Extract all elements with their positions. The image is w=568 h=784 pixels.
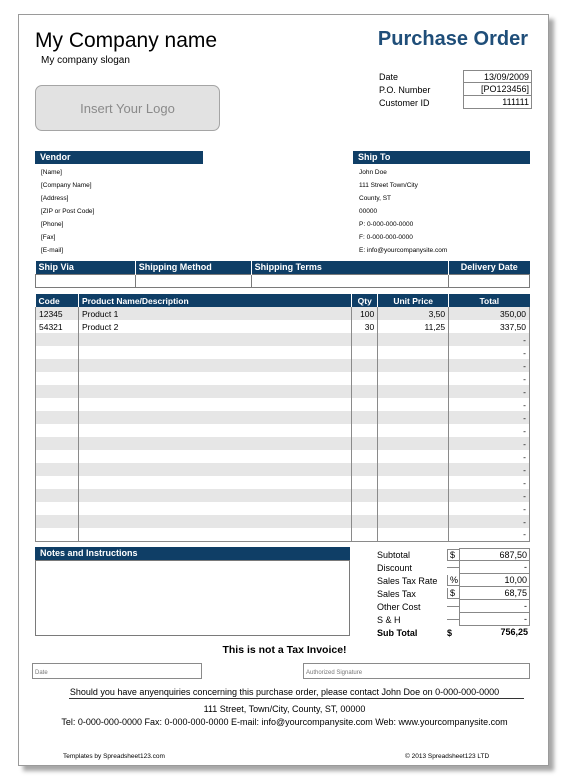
item-description[interactable] [78,450,351,463]
shipping-table [35,261,530,288]
item-unit-price[interactable] [378,450,449,463]
table-row [36,424,530,437]
ship-to-line[interactable]: P: 0-000-000-0000 [359,221,414,228]
item-total[interactable]: - [449,372,530,385]
totals-label: Subtotal [377,549,411,560]
meta-value[interactable]: [PO123456] [463,83,532,96]
totals-row [377,587,530,600]
item-unit-price[interactable] [378,476,449,489]
vendor-line[interactable]: [Company Name] [41,182,92,189]
meta-value[interactable]: 111111 [463,96,532,109]
item-code[interactable]: 12345 [36,307,79,320]
item-qty[interactable] [352,346,378,359]
item-total[interactable]: - [449,489,530,502]
item-total[interactable]: - [449,463,530,476]
ship-via-header: Ship Via [36,261,136,274]
item-code[interactable] [36,411,79,424]
totals-label: Sales Tax Rate [377,575,438,586]
tax-invoice-notice: This is not a Tax Invoice! [222,644,347,656]
item-description[interactable] [78,489,351,502]
item-qty[interactable] [352,359,378,372]
item-qty[interactable] [352,463,378,476]
item-total[interactable]: 350,00 [449,307,530,320]
table-row [36,450,530,463]
item-total[interactable]: - [449,437,530,450]
item-qty[interactable] [352,450,378,463]
shipping-method-header: Shipping Method [135,261,251,274]
ship-via-cell[interactable] [36,274,136,287]
item-unit-price[interactable] [378,385,449,398]
company-contact: Tel: 0-000-000-0000 Fax: 0-000-000-0000 E-mail: info@yourcompanysite.com Web: www.yourcompanysite.com [61,717,508,727]
totals-row [377,561,530,574]
totals-currency [447,606,459,607]
item-qty[interactable] [352,424,378,437]
item-unit-price[interactable]: 3,50 [378,307,449,320]
item-total[interactable]: - [449,528,530,541]
item-code[interactable] [36,476,79,489]
totals-label: Discount [377,562,413,573]
item-total[interactable]: - [449,411,530,424]
table-row [36,385,530,398]
item-unit-price[interactable] [378,502,449,515]
item-unit-price[interactable] [378,372,449,385]
item-description[interactable] [78,437,351,450]
totals-value[interactable]: - [459,600,530,613]
table-row [36,333,530,346]
logo-placeholder-label: Insert Your Logo [80,100,175,116]
table-row [36,320,530,333]
date-field[interactable] [32,663,202,679]
item-qty[interactable] [352,502,378,515]
item-qty[interactable] [352,515,378,528]
item-unit-price[interactable] [378,528,449,541]
item-code[interactable] [36,398,79,411]
signature-field-label: Authorized Signature [306,670,363,676]
unit-price-header: Unit Price [378,294,449,307]
code-header: Code [36,294,79,307]
item-qty[interactable]: 100 [352,307,378,320]
table-row [36,502,530,515]
ship-to-line[interactable]: F: 0-000-000-0000 [359,234,413,241]
item-code[interactable] [36,463,79,476]
totals-row [377,626,530,639]
item-unit-price[interactable] [378,437,449,450]
qty-header: Qty [352,294,378,307]
item-description[interactable] [78,385,351,398]
ship-to-line[interactable]: County, ST [359,195,392,202]
purchase-order-page [18,14,549,766]
item-qty[interactable] [352,437,378,450]
totals-value[interactable]: 756,25 [500,627,528,637]
table-row [36,359,530,372]
item-qty[interactable] [352,528,378,541]
logo-placeholder[interactable] [35,85,220,131]
meta-row [379,83,532,96]
item-total[interactable]: - [449,398,530,411]
totals-value[interactable]: - [459,613,530,626]
item-code[interactable] [36,437,79,450]
totals-currency [447,567,459,568]
shipping-terms-cell[interactable] [251,274,448,287]
item-qty[interactable] [352,398,378,411]
table-row [36,489,530,502]
item-description[interactable] [78,502,351,515]
item-total[interactable]: - [449,333,530,346]
totals-row [377,574,530,587]
item-description[interactable] [78,411,351,424]
ship-to-header: Ship To [353,151,530,164]
totals-row [377,548,530,561]
vendor-details [41,166,94,257]
item-total[interactable]: - [449,502,530,515]
company-name[interactable]: My Company name [35,29,218,52]
totals-label: S & H [377,614,401,625]
table-row [36,411,530,424]
vendor-line[interactable]: [Name] [41,169,62,176]
totals-value[interactable]: 10,00 [459,574,530,587]
totals-currency: $ [447,588,459,599]
item-unit-price[interactable] [378,424,449,437]
item-qty[interactable] [352,489,378,502]
meta-label: Date [379,71,399,82]
item-unit-price[interactable] [378,463,449,476]
item-total[interactable]: - [449,450,530,463]
notes-header: Notes and Instructions [35,547,350,560]
item-total[interactable]: - [449,385,530,398]
totals-currency: $ [447,627,453,638]
item-description[interactable] [78,463,351,476]
totals-block [377,548,530,639]
item-unit-price[interactable] [378,489,449,502]
table-row [36,515,530,528]
item-code[interactable] [36,515,79,528]
vendor-line[interactable]: [Phone] [41,221,64,228]
table-row [36,528,530,541]
item-unit-price[interactable] [378,398,449,411]
item-unit-price[interactable] [378,346,449,359]
item-code[interactable] [36,489,79,502]
item-code[interactable] [36,424,79,437]
item-total[interactable]: - [449,346,530,359]
item-total[interactable]: - [449,515,530,528]
item-qty[interactable] [352,333,378,346]
vendor-line[interactable]: [Fax] [41,234,56,241]
totals-currency: % [447,575,459,586]
item-qty[interactable] [352,411,378,424]
item-unit-price[interactable] [378,411,449,424]
item-description[interactable] [78,372,351,385]
ship-to-details [359,166,447,257]
item-description[interactable] [78,398,351,411]
item-description[interactable] [78,424,351,437]
table-row [36,398,530,411]
totals-value[interactable]: - [459,561,530,574]
ship-to-line[interactable]: E: info@yourcompanysite.com [359,247,448,254]
vendor-line[interactable]: [Address] [41,195,69,202]
item-code[interactable]: 54321 [36,320,79,333]
shipping-method-cell[interactable] [135,274,251,287]
item-code[interactable] [36,528,79,541]
totals-value[interactable]: 68,75 [459,587,530,600]
item-code[interactable] [36,346,79,359]
item-description[interactable]: Product 2 [78,320,351,333]
item-description[interactable]: Product 1 [78,307,351,320]
delivery-date-cell[interactable] [449,274,530,287]
item-code[interactable] [36,502,79,515]
vendor-header: Vendor [35,151,203,164]
item-unit-price[interactable]: 11,25 [378,320,449,333]
enquiry-text: Should you have anyenquiries concerning this purchase order, please contact John Doe on 0-000-000-0000 [69,687,500,697]
totals-label: Sub Total [377,627,418,638]
item-unit-price[interactable] [378,359,449,372]
totals-row [377,600,530,613]
table-row [36,307,530,320]
item-description[interactable] [78,476,351,489]
notes-field[interactable] [35,560,350,636]
meta-label: Customer ID [379,97,430,108]
item-qty[interactable]: 30 [352,320,378,333]
item-qty[interactable] [352,372,378,385]
item-total[interactable]: - [449,476,530,489]
item-description[interactable] [78,515,351,528]
item-code[interactable] [36,385,79,398]
totals-currency [447,619,459,620]
table-row [36,437,530,450]
table-row [36,463,530,476]
totals-label: Other Cost [377,601,421,612]
shipping-terms-header: Shipping Terms [251,261,448,274]
item-unit-price[interactable] [378,333,449,346]
table-row [36,372,530,385]
description-header: Product Name/Description [78,294,351,307]
item-code[interactable] [36,359,79,372]
ship-to-line[interactable]: John Doe [359,169,387,176]
item-qty[interactable] [352,476,378,489]
footer-copyright: © 2013 Spreadsheet123 LTD [405,753,490,760]
meta-label: P.O. Number [379,84,431,95]
item-unit-price[interactable] [378,515,449,528]
enquiry-divider [69,698,524,699]
totals-value[interactable]: 687,50 [459,548,530,561]
date-field-label: Date [35,670,48,676]
meta-row [379,96,532,109]
order-meta [379,70,532,109]
total-header: Total [449,294,530,307]
totals-currency: $ [447,549,459,561]
ship-to-line[interactable]: 111 Street Town/City [359,182,418,189]
item-description[interactable] [78,359,351,372]
item-total[interactable]: - [449,359,530,372]
item-description[interactable] [78,346,351,359]
totals-label: Sales Tax [377,588,416,599]
item-total[interactable]: 337,50 [449,320,530,333]
totals-row [377,613,530,626]
item-description[interactable] [78,528,351,541]
company-slogan[interactable]: My company slogan [41,55,130,66]
item-code[interactable] [36,450,79,463]
ship-to-line[interactable]: 00000 [359,208,378,215]
footer-credit: Templates by Spreadsheet123.com [63,753,165,760]
item-code[interactable] [36,333,79,346]
vendor-line[interactable]: [E-mail] [41,247,64,254]
document-title: Purchase Order [377,28,528,50]
line-items-table [35,294,530,542]
item-qty[interactable] [352,385,378,398]
company-address: 111 Street, Town/City, County, ST, 00000 [203,704,366,714]
table-row [36,346,530,359]
delivery-date-header: Delivery Date [449,261,530,274]
meta-row [379,70,532,83]
signature-field[interactable] [303,663,530,679]
table-row [36,476,530,489]
item-description[interactable] [78,333,351,346]
item-code[interactable] [36,372,79,385]
meta-value[interactable]: 13/09/2009 [463,70,532,83]
vendor-line[interactable]: [ZIP or Post Code] [41,208,95,215]
item-total[interactable]: - [449,424,530,437]
